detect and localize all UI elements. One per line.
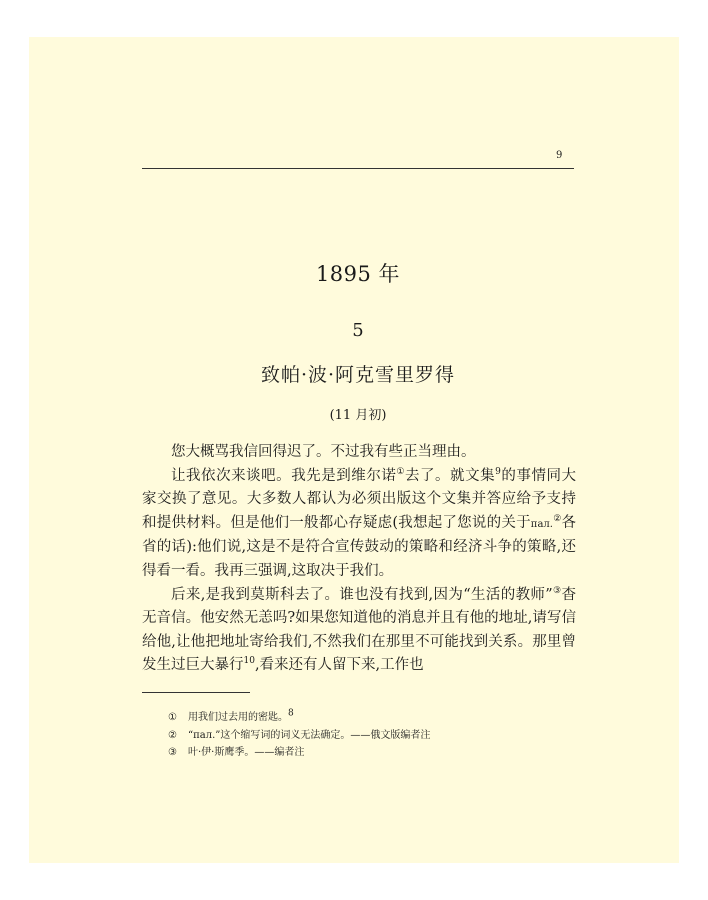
chapter-year: 1895 年 xyxy=(315,262,401,286)
text-run: 杳无音信。他安然无恙吗?如果您知道他的消息并且有他的地址,请写信给他,让他把地址寄给我们,不然我们在那里不可能找到关系。那里曾发生过巨大暴行 xyxy=(142,586,576,674)
paragraph-2 xyxy=(142,465,576,584)
text-run: 各省的话):他们说,这是不是符合宣传鼓动的策略和经济斗争的策略,还得看一看。我再三强调,这取决于我们。 xyxy=(142,514,576,579)
abbreviation: пал. xyxy=(530,518,553,530)
text-run: 让我依次来谈吧。我先是到维尔诺 xyxy=(171,467,397,484)
abbreviation: пал. xyxy=(193,729,216,741)
paragraph-3 xyxy=(142,584,576,678)
paragraph-1: 您大概骂我信回得迟了。不过我有些正当理由。 xyxy=(171,444,476,460)
endnote-ref-8[interactable]: 8 xyxy=(288,708,294,719)
footnote-ref-1[interactable]: ① xyxy=(396,466,405,477)
footnote-ref-2[interactable]: ② xyxy=(552,513,562,524)
footnote-ref-3[interactable]: ③ xyxy=(552,585,562,596)
footnote-text: ”这个缩写词的词义无法确定。——俄文版编者注 xyxy=(215,729,431,741)
endnote-ref-10[interactable]: 10 xyxy=(243,656,255,667)
footnote-1 xyxy=(168,709,568,727)
letter-title: 致帕·波·阿克雪里罗得 xyxy=(260,364,456,386)
footnote-2 xyxy=(168,727,568,745)
footnote-marker: ② xyxy=(168,729,177,741)
letter-number: 5 xyxy=(352,320,364,341)
text-run: 去了。就文集 xyxy=(405,467,496,484)
letter-date: (11 月初) xyxy=(329,408,387,423)
text-run: 的事情同大家交换了意见。大多数人都认为必须出版这个文集并答应给予支持和提供材料。但是他们一般都心存疑虑(我想起了您说的关于 xyxy=(142,467,577,531)
letter-body xyxy=(142,441,576,678)
footnote-text: “ xyxy=(188,729,194,741)
text-run: 后来,是我到莫斯科去了。谁也没有找到,因为“生活的教师” xyxy=(171,586,553,603)
footnote-rule xyxy=(142,692,250,693)
footnote-text: 用我们过去用的密匙。 xyxy=(188,712,288,723)
footnote-marker: ① xyxy=(168,712,177,723)
text-run: ,看来还有人留下来,工作也 xyxy=(254,657,424,674)
footnote-3 xyxy=(168,744,568,762)
endnote-ref-9[interactable]: 9 xyxy=(495,466,501,477)
footnote-text: 叶·伊·斯鹰季。——编者注 xyxy=(188,747,305,758)
footnotes xyxy=(168,709,568,762)
header-rule xyxy=(142,168,574,169)
footnote-marker: ③ xyxy=(168,747,177,758)
page-number: 9 xyxy=(556,150,563,161)
